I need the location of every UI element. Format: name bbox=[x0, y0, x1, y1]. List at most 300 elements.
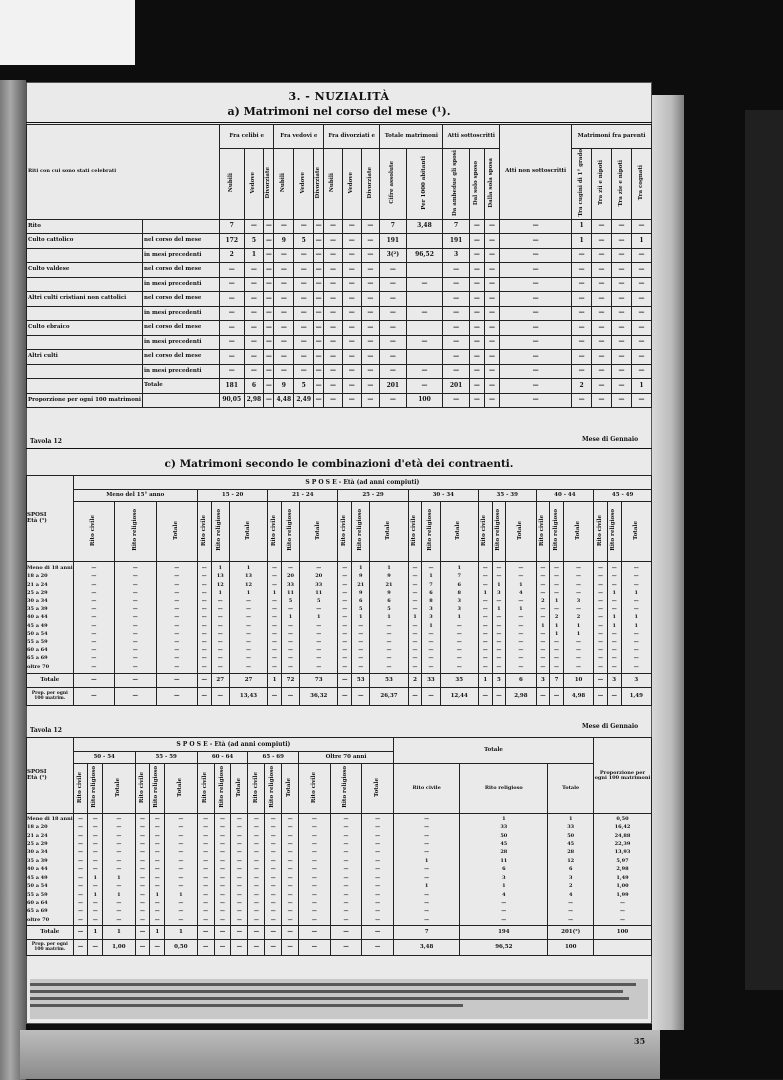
cell: — bbox=[592, 263, 612, 278]
cell: — bbox=[572, 364, 592, 379]
sub-column-label: Rito civile bbox=[138, 771, 145, 803]
data-column: — — — 1 — — 1 1 — — — — — bbox=[621, 562, 651, 674]
proportion-cell: — bbox=[330, 940, 362, 956]
cell: — bbox=[264, 248, 274, 263]
sub-column-header bbox=[362, 764, 394, 814]
cell: — bbox=[592, 234, 612, 249]
cell: — bbox=[572, 277, 592, 292]
sub-column-header bbox=[229, 502, 267, 562]
cell: — bbox=[631, 277, 651, 292]
proportion-cell: — bbox=[492, 688, 506, 706]
cell: — bbox=[324, 321, 343, 336]
cell: — bbox=[324, 379, 343, 394]
cell: — bbox=[342, 393, 361, 408]
cell: 201 bbox=[443, 379, 469, 394]
cell: 1 bbox=[572, 234, 592, 249]
cell: 1 bbox=[631, 234, 651, 249]
proportion-cell: — bbox=[607, 688, 621, 706]
cell: — bbox=[324, 263, 343, 278]
cell: — bbox=[631, 335, 651, 350]
sub-column-label: Rito civile bbox=[310, 771, 317, 803]
totale-sub-header: Rito civile bbox=[394, 764, 460, 814]
data-column: — — — — — — — — — — — — — bbox=[231, 814, 248, 926]
column-header bbox=[592, 149, 612, 220]
cell: — bbox=[469, 350, 484, 365]
cell: — bbox=[611, 364, 631, 379]
row-label bbox=[27, 379, 143, 394]
sub-column-header bbox=[594, 502, 608, 562]
cell: — bbox=[380, 335, 406, 350]
cell: — bbox=[592, 321, 612, 336]
column-header-label: Tra cugini di 1° grado bbox=[577, 149, 584, 217]
cell: 4,48 bbox=[274, 393, 294, 408]
cell: — bbox=[294, 248, 314, 263]
cell: — bbox=[443, 277, 469, 292]
proportion-cell: — bbox=[268, 688, 282, 706]
cell: — bbox=[484, 219, 499, 234]
group-header: Matrimoni fra parenti bbox=[572, 125, 652, 149]
total-cell: 6 bbox=[506, 674, 536, 688]
total-cell: — bbox=[231, 926, 248, 940]
proportion-cell: — bbox=[211, 688, 229, 706]
cell: — bbox=[611, 321, 631, 336]
cell: — bbox=[484, 292, 499, 307]
cell: — bbox=[611, 306, 631, 321]
totale-sub-header: Rito religioso bbox=[460, 764, 548, 814]
proportion-cell: — bbox=[197, 688, 211, 706]
row-header: SPOSI bbox=[27, 769, 47, 775]
cell: — bbox=[500, 234, 572, 249]
data-column: — — — — — — — — — — — — — bbox=[197, 814, 214, 926]
row-sublabel bbox=[142, 219, 219, 234]
cell: — bbox=[274, 248, 294, 263]
table-row bbox=[27, 335, 652, 350]
cell: 181 bbox=[219, 379, 244, 394]
sub-column-label: Totale bbox=[632, 520, 639, 540]
cell: 7 bbox=[443, 219, 469, 234]
cell: — bbox=[361, 350, 380, 365]
sub-column-label: Rito civile bbox=[200, 514, 207, 546]
cell: — bbox=[631, 321, 651, 336]
sub-column-label: Totale bbox=[286, 777, 293, 797]
cell: 2 bbox=[219, 248, 244, 263]
column-header bbox=[361, 149, 380, 220]
cell: — bbox=[469, 379, 484, 394]
total-cell: 1 bbox=[478, 674, 492, 688]
proportion-cell: — bbox=[478, 688, 492, 706]
total-cell: — bbox=[338, 674, 352, 688]
totals-label: Totale bbox=[27, 674, 74, 688]
proportion-cell: — bbox=[282, 940, 299, 956]
cell: — bbox=[342, 335, 361, 350]
row-label: Proporzione per ogni 100 matrimoni bbox=[27, 393, 143, 408]
total-cell: 1 bbox=[150, 926, 165, 940]
cell: — bbox=[592, 379, 612, 394]
cell: — bbox=[361, 263, 380, 278]
cell: — bbox=[611, 350, 631, 365]
data-column: — — — — — — 1 — — — — — — bbox=[408, 562, 422, 674]
cell: — bbox=[469, 219, 484, 234]
cell: — bbox=[572, 350, 592, 365]
cell: — bbox=[219, 263, 244, 278]
cell: — bbox=[274, 321, 294, 336]
cell: — bbox=[219, 277, 244, 292]
proportion-cell: 12,44 bbox=[440, 688, 478, 706]
total-cell: 1 bbox=[88, 926, 103, 940]
proportion-cell: 1,00 bbox=[103, 940, 136, 956]
cell: — bbox=[294, 321, 314, 336]
sub-column-label: Rito civile bbox=[76, 771, 83, 803]
age-group-header: 65 - 69 bbox=[248, 752, 299, 764]
total-cell: 72 bbox=[281, 674, 299, 688]
proportion-cell: — bbox=[248, 940, 265, 956]
cell: — bbox=[500, 248, 572, 263]
sub-column-header bbox=[73, 502, 114, 562]
data-column: — — — — — — — — — — — — — bbox=[135, 814, 150, 926]
column-header-label: Nubili bbox=[280, 173, 287, 193]
cell: — bbox=[469, 364, 484, 379]
cell: — bbox=[380, 364, 406, 379]
cell: — bbox=[244, 321, 264, 336]
table-row bbox=[27, 219, 652, 234]
cell: 7 bbox=[219, 219, 244, 234]
cell: — bbox=[314, 292, 324, 307]
data-column: — — — — 1 — 2 1 1 — — — — bbox=[550, 562, 564, 674]
cell: — bbox=[244, 219, 264, 234]
total-cell: — bbox=[299, 926, 331, 940]
table-row bbox=[27, 321, 652, 336]
cell: — bbox=[572, 306, 592, 321]
cell: — bbox=[631, 292, 651, 307]
sub-column-header bbox=[550, 502, 564, 562]
cell: — bbox=[274, 263, 294, 278]
data-column: — — — — — — — — — — — — — bbox=[73, 562, 114, 674]
row-sublabel: nel corso del mese bbox=[142, 321, 219, 336]
footnote-block bbox=[30, 979, 648, 1019]
cell: — bbox=[484, 335, 499, 350]
cell: — bbox=[274, 306, 294, 321]
data-column: 1 9 21 9 6 5 1 — — — — — — bbox=[370, 562, 408, 674]
cell: — bbox=[469, 263, 484, 278]
cell: — bbox=[380, 277, 406, 292]
group-header: Fra vedovi e bbox=[274, 125, 324, 149]
table-d bbox=[26, 737, 652, 956]
row-sublabel: nel corso del mese bbox=[142, 292, 219, 307]
sub-column-label: Rito religioso bbox=[218, 766, 225, 809]
cell: — bbox=[324, 292, 343, 307]
data-column: 1 13 12 1 — — — — — — — — — bbox=[211, 562, 229, 674]
sub-column-label: Rito civile bbox=[252, 771, 259, 803]
cell: — bbox=[572, 292, 592, 307]
cell bbox=[406, 321, 443, 336]
data-column: — — — 1 — — — — — — — — — bbox=[478, 562, 492, 674]
sub-column-header bbox=[248, 764, 265, 814]
sub-column-header bbox=[621, 502, 651, 562]
proportion-cell: 26,37 bbox=[370, 688, 408, 706]
cell: — bbox=[342, 292, 361, 307]
data-column: 1 7 6 8 3 3 1 — — — — — — bbox=[440, 562, 478, 674]
cell: — bbox=[314, 335, 324, 350]
cell: — bbox=[294, 335, 314, 350]
age-group-header: 40 - 44 bbox=[536, 490, 594, 502]
cell: — bbox=[484, 350, 499, 365]
cell: — bbox=[264, 379, 274, 394]
cell: — bbox=[314, 321, 324, 336]
cell: — bbox=[631, 393, 651, 408]
cell: — bbox=[244, 277, 264, 292]
row-sublabel: in mesi precedenti bbox=[142, 306, 219, 321]
proportion-label: Prop. per ogni 100 matrim. bbox=[27, 940, 74, 956]
table-c-title: c) Matrimoni secondo le combinazioni d'età dei contraenti. bbox=[164, 458, 514, 470]
row-subheader: Età (¹) bbox=[27, 774, 47, 781]
cell: — bbox=[592, 277, 612, 292]
proportion-cell: 3,48 bbox=[394, 940, 460, 956]
cell: — bbox=[264, 263, 274, 278]
group-header: Atti sottoscritti bbox=[443, 125, 500, 149]
cell: — bbox=[592, 219, 612, 234]
cell: — bbox=[500, 350, 572, 365]
row-sublabel: in mesi precedenti bbox=[142, 248, 219, 263]
column-header-label: Divorziate bbox=[366, 167, 373, 199]
cell: 172 bbox=[219, 234, 244, 249]
month-caption-c: Mese di Gennaio bbox=[582, 723, 639, 730]
row-header: SPOSI bbox=[27, 512, 47, 518]
proportion-cell: — bbox=[362, 940, 394, 956]
cell: — bbox=[500, 335, 572, 350]
cell: — bbox=[361, 379, 380, 394]
cell: — bbox=[274, 277, 294, 292]
group-header: Fra celibi e bbox=[219, 125, 273, 149]
sub-column-header bbox=[165, 764, 198, 814]
total-cell: 53 bbox=[370, 674, 408, 688]
cell: — bbox=[264, 292, 274, 307]
sub-column-header bbox=[282, 764, 299, 814]
age-group-header: 55 - 59 bbox=[135, 752, 197, 764]
total-cell: 1 bbox=[165, 926, 198, 940]
column-header bbox=[380, 149, 406, 220]
row-label: Culto valdese bbox=[27, 263, 143, 278]
cell: — bbox=[406, 335, 443, 350]
cell: — bbox=[572, 393, 592, 408]
table-a-title: a) Matrimoni nel corso del mese (¹). bbox=[227, 105, 451, 118]
sub-column-header bbox=[197, 502, 211, 562]
sub-column-header bbox=[370, 502, 408, 562]
column-header-label: Vedove bbox=[299, 172, 306, 194]
cell: — bbox=[274, 335, 294, 350]
cell: — bbox=[274, 219, 294, 234]
cell: — bbox=[324, 234, 343, 249]
proportion-cell: 1,49 bbox=[621, 688, 651, 706]
total-cell: — bbox=[73, 926, 88, 940]
cell: — bbox=[443, 321, 469, 336]
cell: 7 bbox=[380, 219, 406, 234]
data-column: — — 1 3 — 1 — — — — — — — bbox=[492, 562, 506, 674]
total-cell: — bbox=[362, 926, 394, 940]
cell: — bbox=[361, 364, 380, 379]
cell: — bbox=[406, 364, 443, 379]
cell: — bbox=[469, 306, 484, 321]
sub-column-header bbox=[478, 502, 492, 562]
proportion-cell: — bbox=[73, 940, 88, 956]
cell: — bbox=[361, 306, 380, 321]
cell: — bbox=[342, 219, 361, 234]
total-cell: 27 bbox=[229, 674, 267, 688]
cell: 90,05 bbox=[219, 393, 244, 408]
totals-label: Totale bbox=[27, 926, 74, 940]
cell: 2,98 bbox=[244, 393, 264, 408]
total-cell: 3 bbox=[536, 674, 550, 688]
cell: — bbox=[469, 335, 484, 350]
sub-column-header bbox=[150, 764, 165, 814]
proportion-header: Proporzione per ogni 100 matrimoni bbox=[594, 738, 652, 814]
proportion-cell: — bbox=[73, 688, 114, 706]
total-cell: 3 bbox=[621, 674, 651, 688]
sub-column-label: Rito religioso bbox=[269, 766, 276, 809]
cell: — bbox=[611, 248, 631, 263]
page-number: 35 bbox=[634, 1036, 646, 1046]
age-labels: Meno di 18 anni 18 a 20 21 a 24 25 a 29 30 a 34 35 a 39 40 a 44 45 a 49 50 a 54 55 a 59 60 a 64 65 a 69 oltre 70 bbox=[27, 562, 74, 674]
age-group-header: 21 - 24 bbox=[268, 490, 338, 502]
age-group-header: Meno del 15° anno bbox=[73, 490, 197, 502]
sub-column-label: Rito civile bbox=[201, 771, 208, 803]
cell: 5 bbox=[244, 234, 264, 249]
cell: — bbox=[631, 219, 651, 234]
cell: — bbox=[361, 335, 380, 350]
total-cell: 33 bbox=[422, 674, 440, 688]
row-label bbox=[27, 306, 143, 321]
sub-column-label: Rito civile bbox=[270, 514, 277, 546]
cell bbox=[406, 292, 443, 307]
proportion-cell: — bbox=[536, 688, 550, 706]
cell: — bbox=[443, 306, 469, 321]
age-group-header: 60 - 64 bbox=[197, 752, 248, 764]
cell: — bbox=[484, 248, 499, 263]
column-header bbox=[443, 149, 469, 220]
table-row bbox=[27, 364, 652, 379]
sub-column-header bbox=[135, 764, 150, 814]
cell: — bbox=[314, 263, 324, 278]
age-labels: Meno di 18 anni 18 a 20 21 a 24 25 a 29 30 a 34 35 a 39 40 a 44 45 a 49 50 a 54 55 a 59 60 a 64 65 a 69 oltre 70 bbox=[27, 814, 74, 926]
sub-column-header bbox=[300, 502, 338, 562]
cell: — bbox=[294, 306, 314, 321]
data-column: — — — — — — — — — — — — — bbox=[248, 814, 265, 926]
cell: — bbox=[572, 263, 592, 278]
cell: — bbox=[274, 364, 294, 379]
cell: — bbox=[244, 292, 264, 307]
cell: — bbox=[484, 321, 499, 336]
age-group-header: 30 - 34 bbox=[408, 490, 478, 502]
scan-corner bbox=[0, 0, 135, 65]
data-column: — — — — — — — — — 1 — — — bbox=[150, 814, 165, 926]
proportion-cell: 36,32 bbox=[300, 688, 338, 706]
row-header-block bbox=[27, 738, 74, 814]
section-title: 3. - NUZIALITÀ bbox=[288, 90, 390, 103]
column-header-label: Divorziate bbox=[265, 167, 272, 199]
cell: — bbox=[244, 335, 264, 350]
cell: — bbox=[484, 277, 499, 292]
total-cell: 27 bbox=[211, 674, 229, 688]
cell: — bbox=[406, 306, 443, 321]
cell: — bbox=[592, 350, 612, 365]
sub-column-label: Totale bbox=[315, 520, 321, 540]
sub-column-label: Totale bbox=[115, 777, 122, 797]
cell: — bbox=[500, 364, 572, 379]
cell: — bbox=[611, 219, 631, 234]
sub-column-label: Rito religioso bbox=[356, 509, 363, 552]
total-cell: — bbox=[156, 674, 197, 688]
age-group-header: 25 - 29 bbox=[338, 490, 408, 502]
row-header-block bbox=[27, 476, 74, 562]
cell: — bbox=[294, 292, 314, 307]
column-header-label: Nubili bbox=[227, 173, 234, 193]
cell: — bbox=[264, 335, 274, 350]
column-header-label: Tra zii e nipoti bbox=[597, 160, 604, 206]
sub-column-header bbox=[422, 502, 440, 562]
cell: — bbox=[314, 364, 324, 379]
cell: 2,49 bbox=[294, 393, 314, 408]
total-cell: — bbox=[197, 926, 214, 940]
column-header-label: Nubili bbox=[329, 173, 336, 193]
row-label: Altri culti cristiani non cattolici bbox=[27, 292, 143, 307]
cell: — bbox=[361, 234, 380, 249]
cell: — bbox=[314, 277, 324, 292]
cell: — bbox=[406, 379, 443, 394]
row-label bbox=[27, 248, 143, 263]
group-header: Totale matrimoni bbox=[380, 125, 443, 149]
data-column: — — — 1 — — — — — — — — — bbox=[268, 562, 282, 674]
table-c bbox=[26, 475, 652, 706]
cell: 9 bbox=[274, 379, 294, 394]
sub-column-label: Rito civile bbox=[481, 514, 488, 546]
sub-column-header bbox=[115, 502, 156, 562]
sub-column-header bbox=[506, 502, 536, 562]
proportion-cell: 0,50 bbox=[165, 940, 198, 956]
cell: — bbox=[631, 364, 651, 379]
row-label: Rito bbox=[27, 219, 143, 234]
cell: 5 bbox=[294, 234, 314, 249]
cell: — bbox=[219, 364, 244, 379]
spose-title: S P O S E - Età (ad anni compiuti) bbox=[73, 476, 651, 490]
cell: — bbox=[484, 234, 499, 249]
column-header bbox=[294, 149, 314, 220]
table-row bbox=[27, 379, 652, 394]
data-column: 0,50 16,42 24,88 22,39 13,93 5,97 2,98 1,49 1,00 1,99 — — — bbox=[594, 814, 652, 926]
cell: — bbox=[342, 234, 361, 249]
cell: — bbox=[264, 277, 274, 292]
total-cell: 1 bbox=[268, 674, 282, 688]
data-column: — — 1 4 — 1 — — — — — — — bbox=[506, 562, 536, 674]
data-column: — — — — — — — — — — — — — bbox=[156, 562, 197, 674]
sub-column-label: Totale bbox=[574, 520, 581, 540]
data-column: — — — — — — — 1 — 1 — — — bbox=[103, 814, 136, 926]
column-header bbox=[324, 149, 343, 220]
sub-column-label: Rito civile bbox=[596, 514, 603, 546]
sub-column-header bbox=[563, 502, 593, 562]
column-header-label: Divorziate bbox=[314, 167, 321, 199]
cell: — bbox=[361, 321, 380, 336]
data-column: — — — — 3 — 2 1 1 — — — — bbox=[563, 562, 593, 674]
cell: — bbox=[342, 248, 361, 263]
total-cell: 10 bbox=[563, 674, 593, 688]
sub-column-label: Rito civile bbox=[411, 514, 418, 546]
column-header bbox=[484, 149, 499, 220]
total-cell: 73 bbox=[300, 674, 338, 688]
cell: — bbox=[611, 277, 631, 292]
data-column: — 20 33 11 5 — 1 — — — — — — bbox=[300, 562, 338, 674]
data-column: — — — — — — — — — — — — — bbox=[73, 814, 88, 926]
sub-column-label: Rito religioso bbox=[610, 509, 617, 552]
row-label: Altri culti bbox=[27, 350, 143, 365]
